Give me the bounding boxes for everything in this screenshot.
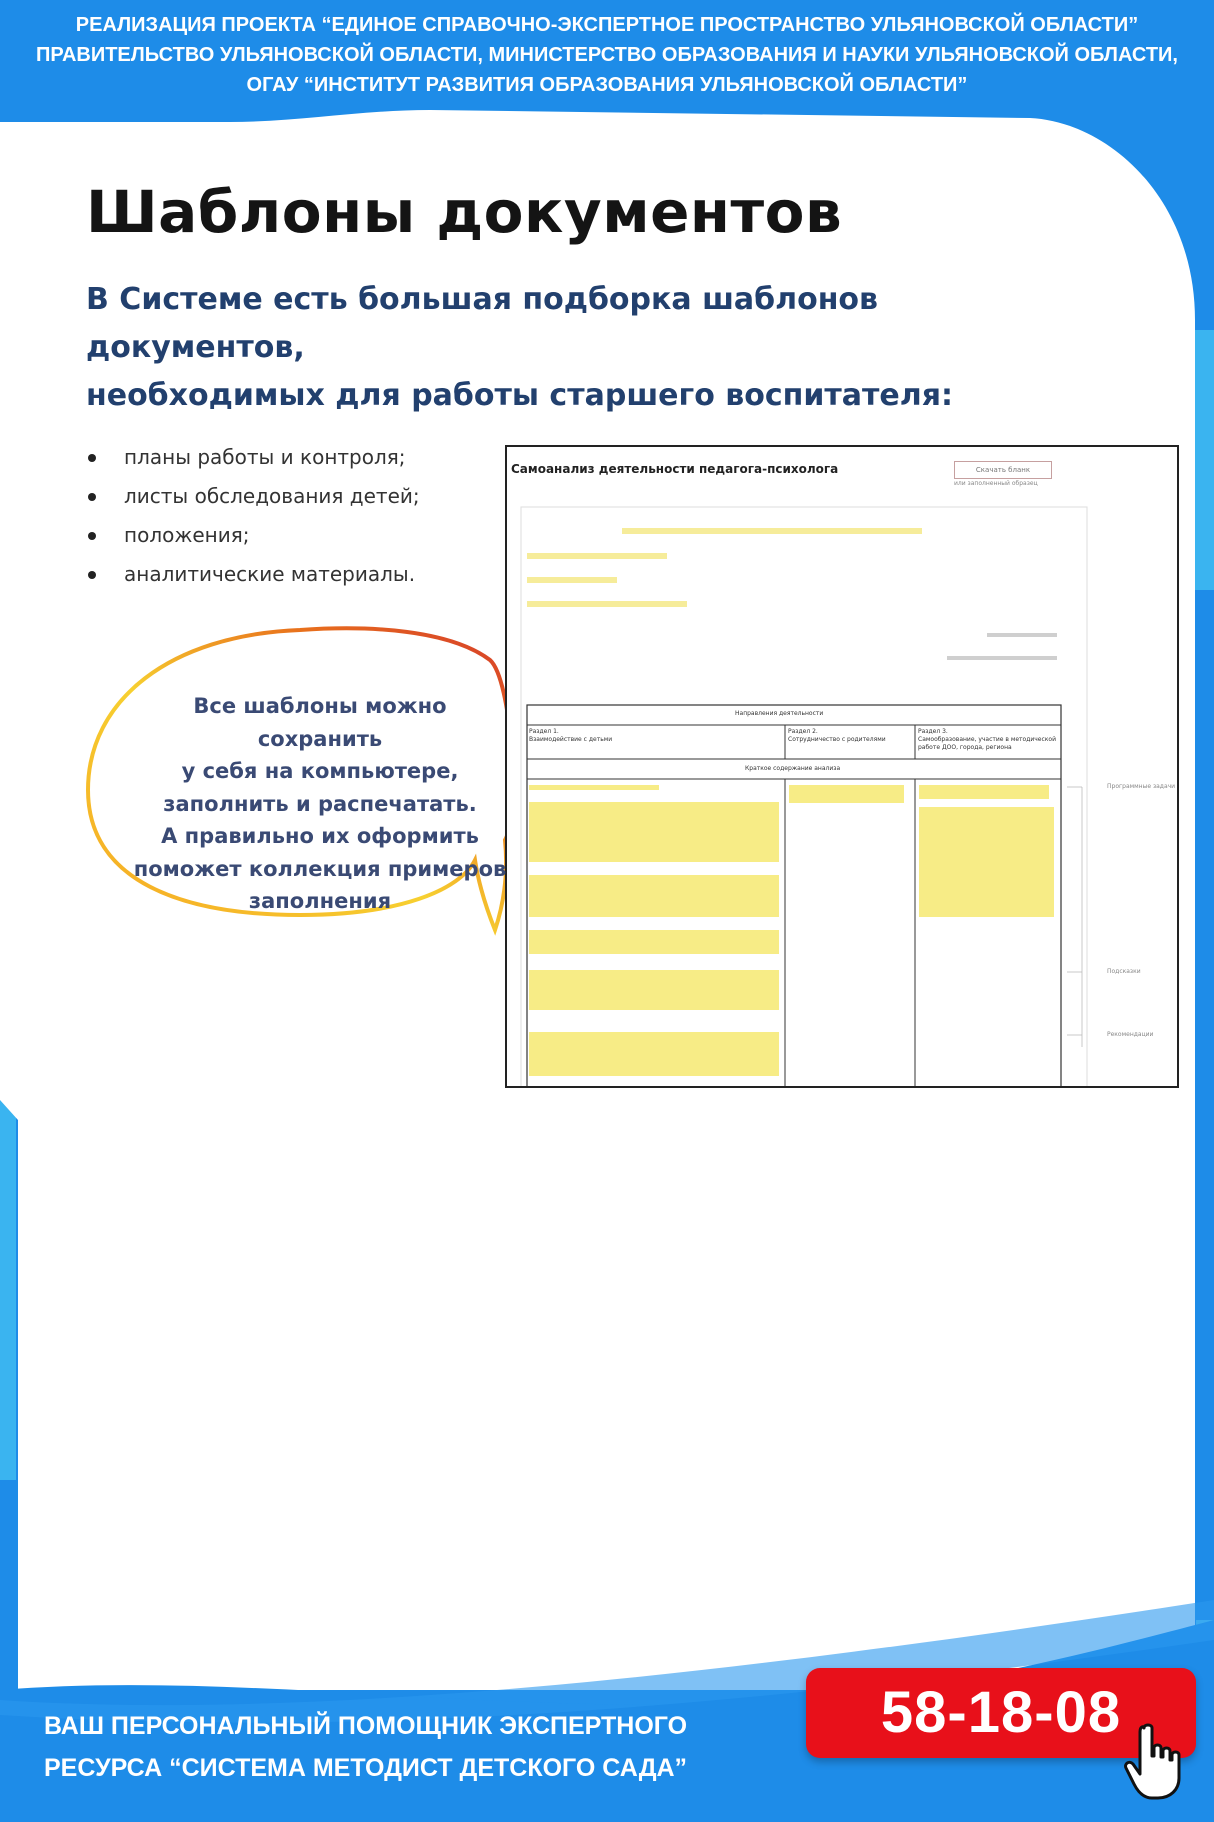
section-2-text: Сотрудничество с родителями [788, 736, 886, 743]
header-line: ОГАУ “ИНСТИТУТ РАЗВИТИЯ ОБРАЗОВАНИЯ УЛЬЯНОВСКОЙ ОБЛАСТИ” [246, 74, 968, 96]
list-item-text: листы обследования детей; [124, 484, 420, 508]
section-1-text: Взаимодействие с детьми [529, 736, 613, 743]
footer-line: РЕСУРСА “СИСТЕМА МЕТОДИСТ ДЕТСКОГО САДА” [44, 1754, 688, 1782]
list-item [86, 555, 420, 594]
document-body-illustration [507, 447, 1179, 1088]
bubble-line: А правильно их оформить [161, 824, 479, 848]
section-2-label: Раздел 2. [788, 728, 818, 735]
header [0, 0, 1214, 110]
bullet-list [86, 438, 420, 594]
pointing-hand-icon [1120, 1722, 1190, 1802]
document-preview [505, 445, 1179, 1088]
bubble-line: заполнения [248, 889, 392, 913]
bubble-line: заполнить и распечатать. [163, 791, 477, 816]
side-label: Рекомендации [1107, 1031, 1154, 1038]
phone-number-button[interactable]: 58-18-08 [806, 1668, 1196, 1758]
table-header: Направления деятельности [735, 710, 824, 717]
bullet-icon [88, 532, 96, 540]
list-item-text: аналитические материалы. [124, 562, 416, 586]
bullet-icon [88, 454, 96, 462]
footer-line: ВАШ ПЕРСОНАЛЬНЫЙ ПОМОЩНИК ЭКСПЕРТНОГО [44, 1712, 688, 1740]
subtitle [86, 276, 1086, 420]
subtitle-line: необходимых для работы старшего воспитателя: [86, 378, 953, 413]
bubble-line: у себя на компьютере, [181, 759, 459, 783]
document-title: Самоанализ деятельности педагога-психолога [511, 462, 839, 476]
list-item [86, 438, 420, 477]
header-line: РЕАЛИЗАЦИЯ ПРОЕКТА “ЕДИНОЕ СПРАВОЧНО-ЭКСПЕРТНОЕ ПРОСТРАНСТВО УЛЬЯНОВСКОЙ ОБЛАСТИ” [75, 14, 1139, 36]
section-1-label: Раздел 1. [529, 728, 559, 735]
download-hint: или заполненный образец [954, 480, 1038, 487]
side-label: Подсказки [1107, 968, 1141, 975]
subtitle-line: В Системе есть большая подборка шаблонов документов, [86, 282, 879, 365]
bullet-icon [88, 493, 96, 501]
list-item-text: планы работы и контроля; [124, 445, 406, 469]
side-label: Программные задачи [1107, 783, 1176, 790]
list-item [86, 516, 420, 555]
header-line: ПРАВИТЕЛЬСТВО УЛЬЯНОВСКОЙ ОБЛАСТИ, МИНИСТЕРСТВО ОБРАЗОВАНИЯ И НАУКИ УЛЬЯНОВСКОЙ ОБЛАСТИ, [36, 44, 1178, 66]
section-3-label: Раздел 3. [918, 728, 948, 735]
list-item [86, 477, 420, 516]
page-title: Шаблоны документов [86, 178, 843, 246]
speech-bubble-text [128, 690, 512, 918]
section-3-text: Самообразование, участие в методической работе ДОО, города, региона [918, 736, 1056, 751]
bubble-line: поможет коллекция примеров [133, 856, 507, 881]
list-item-text: положения; [124, 523, 250, 547]
footer-slogan [44, 1705, 804, 1789]
download-template-button[interactable]: Скачать бланк [954, 461, 1052, 479]
bubble-line: Все шаблоны можно сохранить [193, 694, 447, 751]
summary-row: Краткое содержание анализа [745, 765, 841, 772]
bullet-icon [88, 571, 96, 579]
